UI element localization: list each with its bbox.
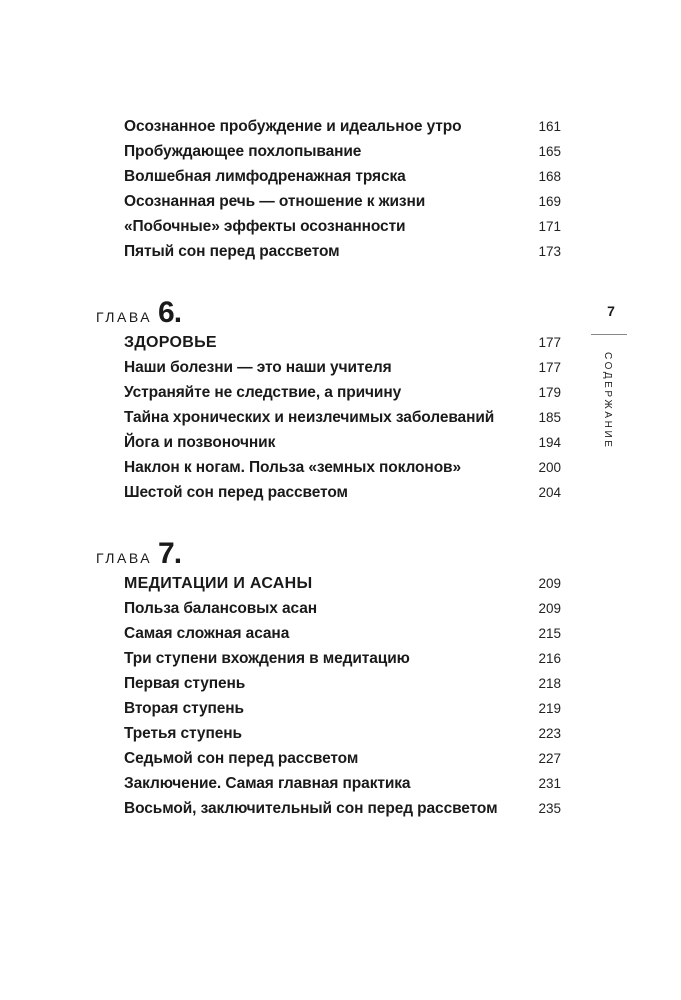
toc-entry (124, 405, 561, 430)
toc-entry (124, 646, 561, 671)
toc-entry-title: Самая сложная асана (124, 625, 290, 642)
toc-entry-title: Устраняйте не следствие, а причину (124, 384, 402, 401)
toc-entry (124, 455, 561, 480)
chapter-heading (124, 330, 561, 355)
toc-entry (124, 355, 561, 380)
toc-entry-title: Вторая ступень (124, 700, 244, 717)
toc-entry-page: 165 (538, 144, 561, 159)
toc-entry (124, 164, 561, 189)
running-header-label: СОДЕРЖАНИЕ (602, 352, 613, 450)
toc-entry (124, 596, 561, 621)
toc-entry (124, 239, 561, 264)
toc-entry-page: 231 (538, 776, 561, 791)
page-number: 7 (607, 303, 615, 319)
chapter-6-entries (124, 330, 561, 505)
toc-entry-title: Наклон к ногам. Польза «земных поклонов» (124, 459, 462, 476)
chapter-heading-title: МЕДИТАЦИИ И АСАНЫ (124, 575, 313, 592)
toc-entry-page: 216 (538, 651, 561, 666)
toc-entry-title: Наши болезни — это наши учителя (124, 359, 392, 376)
toc-entry-title: Седьмой сон перед рассветом (124, 750, 359, 767)
toc-entry (124, 796, 561, 821)
toc-entry-page: 218 (538, 676, 561, 691)
toc-entry-title: Польза балансовых асан (124, 600, 318, 617)
toc-entry-title: Пробуждающее похлопывание (124, 143, 362, 160)
toc-entry-title: Тайна хронических и неизлечимых заболеваний (124, 409, 495, 426)
toc-entry-title: Три ступени вхождения в медитацию (124, 650, 410, 667)
toc-entry-page: 219 (538, 701, 561, 716)
chapter-7-entries (124, 571, 561, 821)
toc-entry-page: 169 (538, 194, 561, 209)
toc-entry-title: Пятый сон перед рассветом (124, 243, 340, 260)
chapter-heading (124, 571, 561, 596)
toc-entry-page: 194 (538, 435, 561, 450)
toc-entry (124, 671, 561, 696)
toc-entry (124, 771, 561, 796)
toc-entry-title: Третья ступень (124, 725, 242, 742)
chapter-word: ГЛАВА (96, 550, 153, 566)
toc-entry-page: 209 (538, 601, 561, 616)
toc-entry-page: 168 (538, 169, 561, 184)
toc-entry-title: Осознанная речь — отношение к жизни (124, 193, 426, 210)
chapter-heading-page: 209 (538, 576, 561, 591)
toc-entry (124, 746, 561, 771)
toc-entry-page: 200 (538, 460, 561, 475)
toc-entry-title: «Побочные» эффекты осознанности (124, 218, 406, 235)
toc-entry-page: 227 (538, 751, 561, 766)
side-divider (591, 334, 627, 335)
toc-entry-page: 161 (538, 119, 561, 134)
toc-entry (124, 380, 561, 405)
toc-entry-title: Осознанное пробуждение и идеальное утро (124, 118, 462, 135)
toc-entry-page: 173 (538, 244, 561, 259)
toc-entry-page: 177 (538, 360, 561, 375)
toc-entry-title: Шестой сон перед рассветом (124, 484, 348, 501)
toc-entry-title: Йога и позвоночник (124, 434, 276, 451)
toc-entry (124, 696, 561, 721)
toc-entry-page: 235 (538, 801, 561, 816)
chapter-heading-page: 177 (538, 335, 561, 350)
toc-entry-page: 185 (538, 410, 561, 425)
toc-entry (124, 214, 561, 239)
toc-entry (124, 139, 561, 164)
toc-entry-title: Восьмой, заключительный сон перед рассветом (124, 800, 498, 817)
toc-entry-page: 179 (538, 385, 561, 400)
toc-entry-page: 223 (538, 726, 561, 741)
toc-continued (124, 114, 561, 264)
toc-entry (124, 114, 561, 139)
toc-entry (124, 189, 561, 214)
toc-entry (124, 621, 561, 646)
chapter-number: 6. (158, 296, 182, 329)
toc-entry (124, 480, 561, 505)
chapter-word: ГЛАВА (96, 309, 153, 325)
chapter-number: 7. (158, 537, 182, 570)
toc-entry-title: Заключение. Самая главная практика (124, 775, 411, 792)
toc-entry-title: Первая ступень (124, 675, 246, 692)
toc-entry-page: 171 (538, 219, 561, 234)
toc-entry (124, 430, 561, 455)
toc-entry-page: 215 (538, 626, 561, 641)
toc-entry-page: 204 (538, 485, 561, 500)
chapter-heading-title: ЗДОРОВЬЕ (124, 334, 217, 351)
toc-entry-title: Волшебная лимфодренажная тряска (124, 168, 406, 185)
toc-entry (124, 721, 561, 746)
